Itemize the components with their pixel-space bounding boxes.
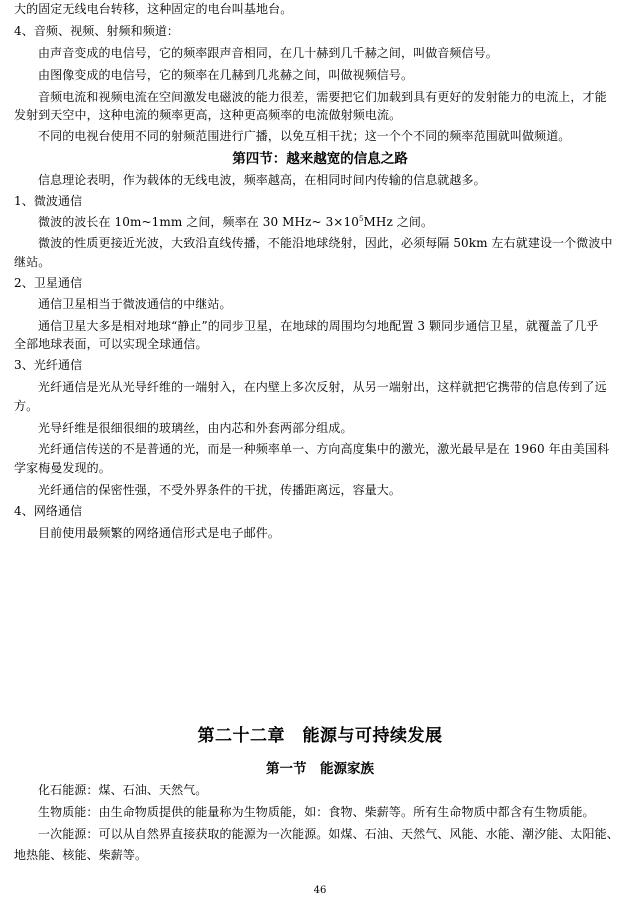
text-line: 学家梅曼发现的。 <box>14 461 111 475</box>
section-heading: 第四节：越来越宽的信息之路 <box>232 151 408 167</box>
paragraph-line: 生物质能：由生命物质提供的能量称为生物质能，如：食物、柴薪等。所有生命物质中都含有生物质能。 <box>38 805 595 819</box>
paragraph-line: 光纤通信的保密性强，不受外界条件的干扰，传播距离远，容量大。 <box>38 483 402 497</box>
chapter-title: 第二十二章 能源与可持续发展 <box>197 726 443 746</box>
paragraph-line: 一次能源：可以从自然界直接获取的能源为一次能源。如煤、石油、天然气、风能、水能、潮汐能、太阳能、 <box>38 827 619 841</box>
paragraph-line: 音频电流和视频电流在空间激发电磁波的能力很差，需要把它们加载到具有更好的发射能力的电流上，才能 <box>38 90 607 104</box>
paragraph-line: 微波的性质更接近光波，大致沿直线传播，不能沿地球绕射，因此，必须每隔 50km 左右就建设一个微波中 <box>38 236 613 250</box>
text-line: 继站。 <box>14 255 51 269</box>
text-run: MHz 之间。 <box>363 215 434 229</box>
text-line: 地热能、核能、柴薪等。 <box>14 848 148 862</box>
text-line: 4、网络通信 <box>14 504 83 518</box>
paragraph-line: 光导纤维是很细很细的玻璃丝，由内芯和外套两部分组成。 <box>38 421 353 435</box>
text-line: 2、卫星通信 <box>14 276 83 290</box>
paragraph-line: 化石能源：煤、石油、天然气。 <box>38 783 208 797</box>
paragraph-line: 由声音变成的电信号，它的频率跟声音相同，在几十赫到几千赫之间，叫做音频信号。 <box>38 46 498 60</box>
text-line: 方。 <box>14 399 39 413</box>
paragraph-line: 信息理论表明，作为载体的无线电波，频率越高，在相同时间内传输的信息就越多。 <box>38 173 486 187</box>
paragraph-line: 光纤通信传送的不是普通的光，而是一种频率单一、方向高度集中的激光，激光最早是在 1960 年由美国科 <box>38 442 610 456</box>
text-line: 3、光纤通信 <box>14 358 83 372</box>
page-number: 46 <box>313 885 327 896</box>
paragraph-line: 通信卫星相当于微波通信的中继站。 <box>38 297 232 311</box>
text-line: 发射到天空中，这种电流的频率更高，这种更高频率的电流做射频电流。 <box>14 108 402 122</box>
text-line: 大的固定无线电台转移，这种固定的电台叫基地台。 <box>14 2 293 16</box>
paragraph-line <box>38 213 632 231</box>
paragraph-line: 由图像变成的电信号，它的频率在几赫到几兆赫之间，叫做视频信号。 <box>38 68 414 82</box>
superscript: 5 <box>358 215 364 223</box>
text-line: 1、微波通信 <box>14 194 83 208</box>
text-run: 微波的波长在 10m~1mm 之间，频率在 30 MHz~ 3×10 <box>38 215 359 229</box>
section-heading: 第一节 能源家族 <box>266 761 374 777</box>
paragraph-line: 光纤通信是光从光导纤维的一端射入，在内壁上多次反射，从另一端射出，这样就把它携带的信息传到了远 <box>38 380 607 394</box>
paragraph-line: 通信卫星大多是相对地球“静止”的同步卫星，在地球的周围均匀地配置 3 颗同步通信卫星，就覆盖了几乎 <box>38 319 599 333</box>
text-line: 4、音频、视频、射频和频道： <box>14 24 180 38</box>
text-line: 全部地球表面，可以实现全球通信。 <box>14 337 208 351</box>
paragraph-line: 目前使用最频繁的网络通信形式是电子邮件。 <box>38 526 281 540</box>
paragraph-line: 不同的电视台使用不同的射频范围进行广播，以免互相干扰；这一个个不同的频率范围就叫做频道。 <box>38 129 571 143</box>
